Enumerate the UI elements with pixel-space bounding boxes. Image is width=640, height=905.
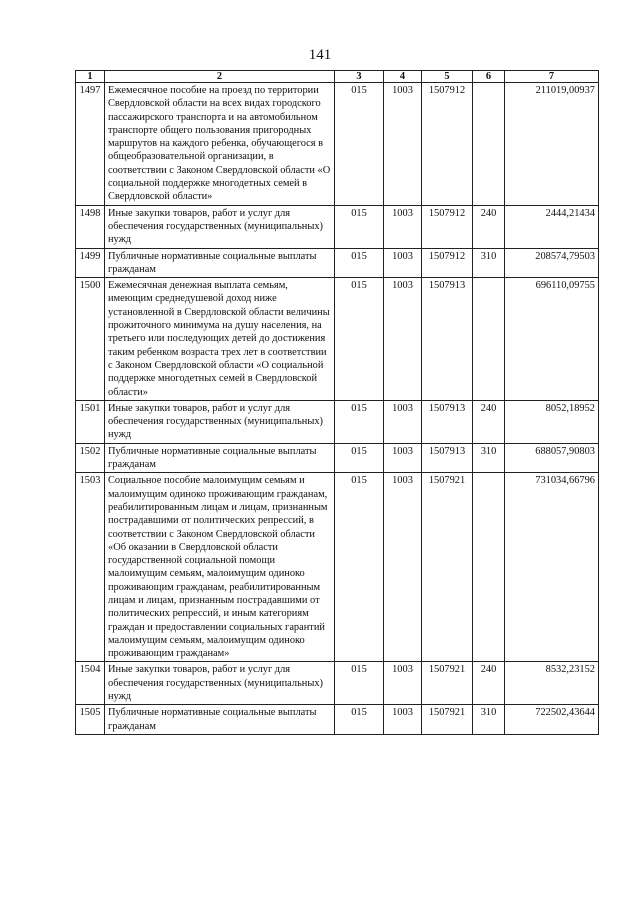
- row-c4: 1003: [384, 473, 422, 662]
- row-c3: 015: [335, 205, 384, 248]
- page-number: 141: [308, 47, 332, 63]
- row-name: Публичные нормативные социальные выплаты гражданам: [105, 248, 335, 278]
- row-c5: 1507921: [422, 662, 473, 705]
- row-c3: 015: [335, 400, 384, 443]
- row-c3: 015: [335, 248, 384, 278]
- row-sum: 208574,79503: [505, 248, 599, 278]
- column-header: 1: [76, 71, 105, 83]
- row-c5: 1507913: [422, 443, 473, 473]
- row-c5: 1507912: [422, 83, 473, 206]
- table-row: [76, 473, 599, 662]
- row-c6: [473, 83, 505, 206]
- row-sum: 2444,21434: [505, 205, 599, 248]
- row-c3: 015: [335, 705, 384, 735]
- row-number: 1497: [76, 83, 105, 206]
- row-sum: 688057,90803: [505, 443, 599, 473]
- row-c4: 1003: [384, 205, 422, 248]
- table-header-row: [76, 71, 599, 83]
- column-header: 5: [422, 71, 473, 83]
- row-name: Иные закупки товаров, работ и услуг для обеспечения государственных (муниципальных) нужд: [105, 662, 335, 705]
- row-sum: 731034,66796: [505, 473, 599, 662]
- row-name: Социальное пособие малоимущим семьям и малоимущим одиноко проживающим гражданам, реабилитированным лицам и лицам, признанным пострадавшими от политических репрессий, в соответствии с Законом Свердловской области «Об оказании в Свердловской области государственной социальной помощи малоимущим семьям, малоимущим одиноко проживающим гражданам, реабилитированным лицам и лицам, признанным пострадавшими от политических репрессий, и иным категориям граждан и предоставлении социальных гарантий малоимущим семьям, малоимущим одиноко проживающим гражданам»: [105, 473, 335, 662]
- table-row: [76, 705, 599, 735]
- row-c4: 1003: [384, 705, 422, 735]
- row-c6: [473, 278, 505, 401]
- row-sum: 8052,18952: [505, 400, 599, 443]
- row-c5: 1507912: [422, 248, 473, 278]
- row-c5: 1507913: [422, 278, 473, 401]
- row-c6: 240: [473, 400, 505, 443]
- row-c3: 015: [335, 83, 384, 206]
- row-c3: 015: [335, 473, 384, 662]
- row-c4: 1003: [384, 83, 422, 206]
- row-number: 1504: [76, 662, 105, 705]
- row-sum: 8532,23152: [505, 662, 599, 705]
- row-number: 1499: [76, 248, 105, 278]
- row-number: 1498: [76, 205, 105, 248]
- row-name: Публичные нормативные социальные выплаты гражданам: [105, 443, 335, 473]
- budget-table: [75, 70, 599, 735]
- row-c6: 240: [473, 205, 505, 248]
- row-sum: 211019,00937: [505, 83, 599, 206]
- row-name: Иные закупки товаров, работ и услуг для обеспечения государственных (муниципальных) нужд: [105, 205, 335, 248]
- row-c4: 1003: [384, 400, 422, 443]
- row-c6: [473, 473, 505, 662]
- table-row: [76, 662, 599, 705]
- row-c4: 1003: [384, 662, 422, 705]
- row-c5: 1507913: [422, 400, 473, 443]
- table-row: [76, 443, 599, 473]
- column-header: 3: [335, 71, 384, 83]
- row-sum: 722502,43644: [505, 705, 599, 735]
- column-header: 6: [473, 71, 505, 83]
- table-row: [76, 205, 599, 248]
- table-row: [76, 248, 599, 278]
- row-c6: 310: [473, 443, 505, 473]
- row-sum: 696110,09755: [505, 278, 599, 401]
- column-header: 4: [384, 71, 422, 83]
- row-c3: 015: [335, 443, 384, 473]
- row-c4: 1003: [384, 248, 422, 278]
- row-number: 1501: [76, 400, 105, 443]
- row-name: Иные закупки товаров, работ и услуг для обеспечения государственных (муниципальных) нужд: [105, 400, 335, 443]
- row-name: Публичные нормативные социальные выплаты гражданам: [105, 705, 335, 735]
- row-name: Ежемесячное пособие на проезд по территории Свердловской области на всех видах городского пассажирского транспорта и на автомобильном транспорте общего пользования пригородных маршрутов на каждого ребенка, обучающегося в общеобразовательной организации, в соответствии с Законом Свердловской области «О социальной поддержке многодетных семей в Свердловской области»: [105, 83, 335, 206]
- row-c6: 240: [473, 662, 505, 705]
- column-header: 7: [505, 71, 599, 83]
- row-c4: 1003: [384, 443, 422, 473]
- row-c4: 1003: [384, 278, 422, 401]
- column-header: 2: [105, 71, 335, 83]
- table-row: [76, 400, 599, 443]
- row-c6: 310: [473, 248, 505, 278]
- table-row: [76, 83, 599, 206]
- row-c3: 015: [335, 278, 384, 401]
- row-number: 1503: [76, 473, 105, 662]
- row-number: 1502: [76, 443, 105, 473]
- row-number: 1500: [76, 278, 105, 401]
- row-c6: 310: [473, 705, 505, 735]
- row-c3: 015: [335, 662, 384, 705]
- row-c5: 1507921: [422, 705, 473, 735]
- row-name: Ежемесячная денежная выплата семьям, имеющим среднедушевой доход ниже установленной в Свердловской области величины прожиточного минимума на душу населения, на третьего или последующих детей до достижения таким ребенком возраста трех лет в соответствии с Законом Свердловской области «О социальной поддержке многодетных семей в Свердловской области»: [105, 278, 335, 401]
- row-number: 1505: [76, 705, 105, 735]
- table-row: [76, 278, 599, 401]
- row-c5: 1507912: [422, 205, 473, 248]
- row-c5: 1507921: [422, 473, 473, 662]
